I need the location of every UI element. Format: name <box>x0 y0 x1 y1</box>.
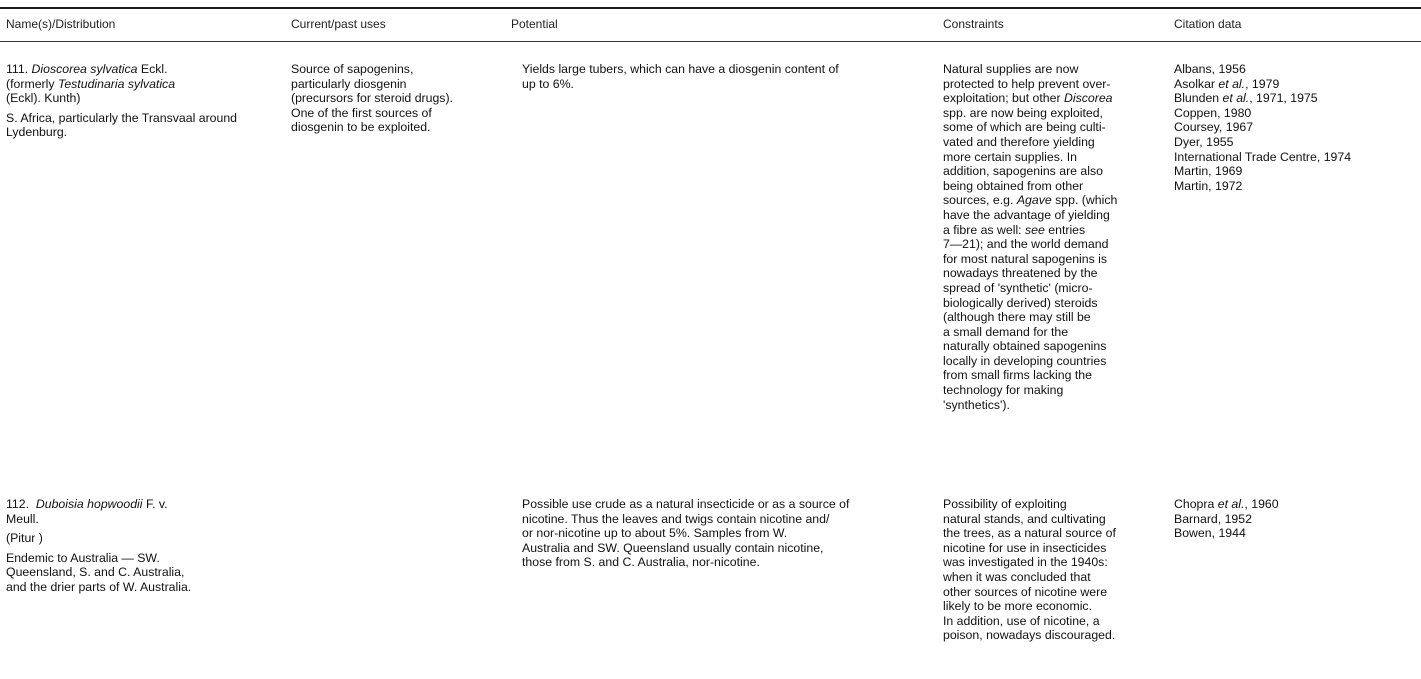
header-constraints: Constraints <box>943 17 1004 31</box>
potential-line: those from S. and C. Australia, nor-nicotine. <box>522 555 760 570</box>
constraints-line: a fibre as well: see entries <box>943 222 1086 237</box>
constraints-line: spp. are now being exploited, <box>943 105 1103 120</box>
distribution-line: Endemic to Australia — SW. <box>6 550 160 565</box>
species-authority: Eckl. <box>140 62 168 76</box>
constraints-line: exploitation; but other Discorea <box>943 91 1113 106</box>
citations-cell <box>1174 62 1421 193</box>
constraints-line: vated and therefore yielding <box>943 134 1095 149</box>
potential-line: Possible use crude as a natural insecticide or as a source of <box>522 497 850 511</box>
constraints-line: from small firms lacking the <box>943 368 1092 383</box>
species-authority-cont: Meull. <box>6 511 39 526</box>
constraints-line: nicotine for use in insecticides <box>943 540 1107 555</box>
header-rule <box>0 41 1421 42</box>
constraints-line: protected to help prevent over- <box>943 76 1111 91</box>
constraints-line: other sources of nicotine were <box>943 584 1108 599</box>
constraints-line: being obtained from other <box>943 178 1084 193</box>
distribution <box>6 551 276 595</box>
citation: Martin, 1969 <box>1174 164 1243 179</box>
constraints-line: some of which are being culti- <box>943 120 1106 135</box>
constraints-line: likely to be more economic. <box>943 599 1092 614</box>
synonym-binomial: Testudinaria sylvatica <box>57 76 176 91</box>
constraints-line: natural stands, and cultivating <box>943 511 1106 526</box>
constraints-line: nowadays threatened by the <box>943 266 1098 281</box>
constraints-line: a small demand for the <box>943 324 1069 339</box>
citations-cell <box>1174 497 1421 541</box>
constraints-line: poison, nowadays discouraged. <box>943 628 1116 643</box>
citation: Chopra et al., 1960 <box>1174 497 1279 511</box>
header-uses: Current/past uses <box>291 17 386 31</box>
citation: Barnard, 1952 <box>1174 511 1252 526</box>
potential-cell: Yields large tubers, which can have a diosgenin content of up to 6%. <box>522 62 839 91</box>
constraints-line: spread of 'synthetic' (micro- <box>943 280 1093 295</box>
constraints-line: biologically derived) steroids <box>943 295 1098 310</box>
synonym-authority: (Eckl). Kunth) <box>6 91 81 106</box>
citation: Coursey, 1967 <box>1174 120 1254 135</box>
constraints-line: more certain supplies. In <box>943 149 1077 164</box>
constraints-line: the trees, as a natural source of <box>943 526 1116 541</box>
species-name <box>6 497 276 526</box>
constraints-cell <box>943 62 1173 412</box>
entry-number: 111. <box>6 62 29 76</box>
potential-line: nicotine. Thus the leaves and twigs contain nicotine and/ <box>522 511 830 526</box>
citation: International Trade Centre, 1974 <box>1174 149 1352 164</box>
potential-line: or nor-nicotine up to about 5%. Samples from W. <box>522 526 788 541</box>
entry-number: 112. <box>6 497 30 511</box>
citation: Dyer, 1955 <box>1174 134 1234 149</box>
constraints-line: when it was concluded that <box>943 569 1091 584</box>
constraints-line: (although there may still be <box>943 310 1091 325</box>
constraints-line: have the advantage of yielding <box>943 207 1110 222</box>
distribution: S. Africa, particularly the Transvaal around Lydenburg. <box>6 110 238 140</box>
potential-cell <box>522 497 922 570</box>
constraints-line: sources, e.g. Agave spp. (which <box>943 193 1118 208</box>
citation: Albans, 1956 <box>1174 62 1246 76</box>
name-distribution-cell <box>6 62 276 145</box>
species-name <box>6 62 276 106</box>
citation: Asolkar et al., 1979 <box>1174 76 1280 91</box>
species-binomial: Duboisia hopwoodii <box>35 497 143 511</box>
constraints-line: addition, sapogenins are also <box>943 164 1103 179</box>
uses-cell: Source of sapogenins, particularly diosgenin (precursors for steroid drugs). One of the first sources of diosgenin to be exploited. <box>291 62 453 135</box>
constraints-line: locally in developing countries <box>943 353 1107 368</box>
constraints-line: for most natural sapogenins is <box>943 251 1108 266</box>
constraints-line: 'synthetics'). <box>943 397 1010 412</box>
constraints-line: In addition, use of nicotine, a <box>943 613 1100 628</box>
citation: Bowen, 1944 <box>1174 526 1246 541</box>
top-rule <box>0 7 1421 9</box>
citation: Blunden et al., 1971, 1975 <box>1174 91 1318 106</box>
header-citations: Citation data <box>1174 17 1242 31</box>
constraints-line: Natural supplies are now <box>943 62 1079 76</box>
constraints-line: Possibility of exploiting <box>943 497 1067 511</box>
constraints-line: 7—21); and the world demand <box>943 237 1109 252</box>
constraints-line: naturally obtained sapogenins <box>943 339 1107 354</box>
citation: Coppen, 1980 <box>1174 105 1252 120</box>
potential-line: Australia and SW. Queensland usually contain nicotine, <box>522 540 824 555</box>
synonym-prefix: (formerly <box>6 76 55 91</box>
header-name-distribution: Name(s)/Distribution <box>6 17 116 31</box>
common-name: (Pitur ) <box>6 531 43 546</box>
constraints-line: technology for making <box>943 383 1064 398</box>
citation: Martin, 1972 <box>1174 178 1243 193</box>
species-authority: F. v. <box>145 497 168 511</box>
name-distribution-cell <box>6 497 276 600</box>
distribution-line: Queensland, S. and C. Australia, <box>6 565 185 580</box>
constraints-line: was investigated in the 1940s: <box>943 555 1108 570</box>
constraints-cell <box>943 497 1173 643</box>
distribution-line: and the drier parts of W. Australia. <box>6 579 192 594</box>
species-binomial: Dioscorea sylvatica <box>31 62 138 76</box>
header-potential: Potential <box>511 17 558 31</box>
